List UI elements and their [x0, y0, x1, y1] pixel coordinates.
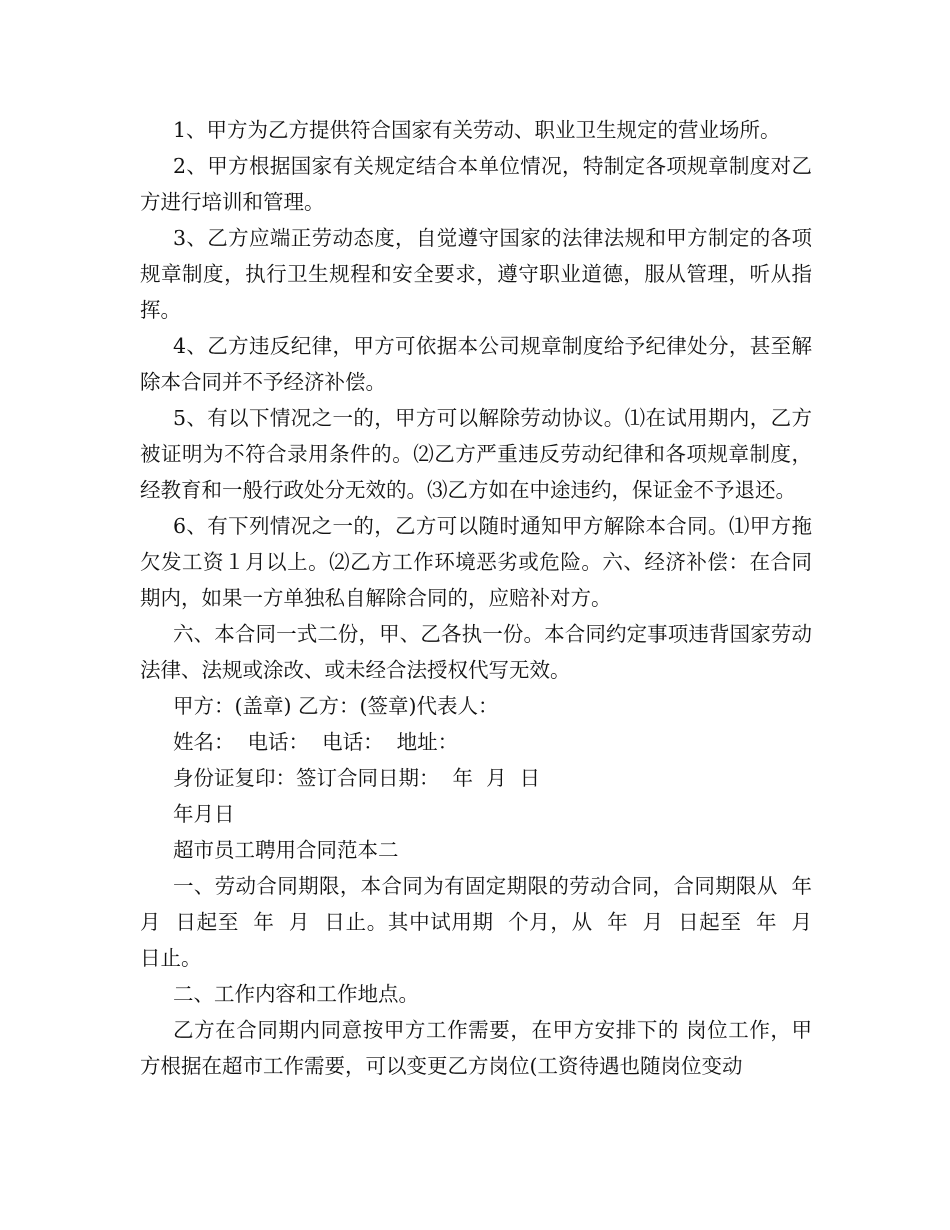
clause-3: 3、乙方应端正劳动态度，自觉遵守国家的法律法规和甲方制定的各项规章制度，执行卫生规程和安全要求，遵守职业道德，服从管理，听从指挥。	[140, 226, 812, 322]
clause-5: 5、有以下情况之一的，甲方可以解除劳动协议。⑴在试用期内，乙方被证明为不符合录用条件的。⑵乙方严重违反劳动纪律和各项规章制度，经教育和一般行政处分无效的。⑶乙方如在中途违约，保证金不予退还。	[140, 406, 812, 502]
section-title: 超市员工聘用合同范本二	[173, 838, 399, 862]
clause-4: 4、乙方违反纪律，甲方可依据本公司规章制度给予纪律处分，甚至解除本合同并不予经济补偿。	[140, 334, 812, 394]
date-line: 年月日	[173, 802, 235, 826]
clause-1: 1、甲方为乙方提供符合国家有关劳动、职业卫生规定的营业场所。	[173, 118, 781, 142]
clause-2: 2、甲方根据国家有关规定结合本单位情况，特制定各项规章制度对乙方进行培训和管理。	[140, 154, 812, 214]
contact-line: 姓名： 电话： 电话： 地址：	[173, 730, 459, 754]
work-heading: 二、工作内容和工作地点。	[173, 982, 419, 1006]
clause-copies: 六、本合同一式二份，甲、乙各执一份。本合同约定事项违背国家劳动法律、法规或涂改、或未经合法授权代写无效。	[140, 622, 812, 682]
work-clause: 乙方在合同期内同意按甲方工作需要，在甲方安排下的 岗位工作，甲方根据在超市工作需要，可以变更乙方岗位(工资待遇也随岗位变动	[140, 1018, 812, 1078]
term-clause: 一、劳动合同期限，本合同为有固定期限的劳动合同，合同期限从 年 月 日起至 年 月 日止。其中试用期 个月，从 年 月 日起至 年 月 日止。	[140, 874, 826, 970]
clause-6: 6、有下列情况之一的，乙方可以随时通知甲方解除本合同。⑴甲方拖欠发工资１月以上。⑵乙方工作环境恶劣或危险。六、经济补偿：在合同期内，如果一方单独私自解除合同的，应赔补对方。	[140, 514, 812, 610]
signature-line: 甲方：(盖章) 乙方：(签章)代表人：	[173, 694, 499, 718]
document-page	[140, 112, 826, 1084]
id-date-line: 身份证复印：签订合同日期： 年 月 日	[173, 766, 541, 790]
